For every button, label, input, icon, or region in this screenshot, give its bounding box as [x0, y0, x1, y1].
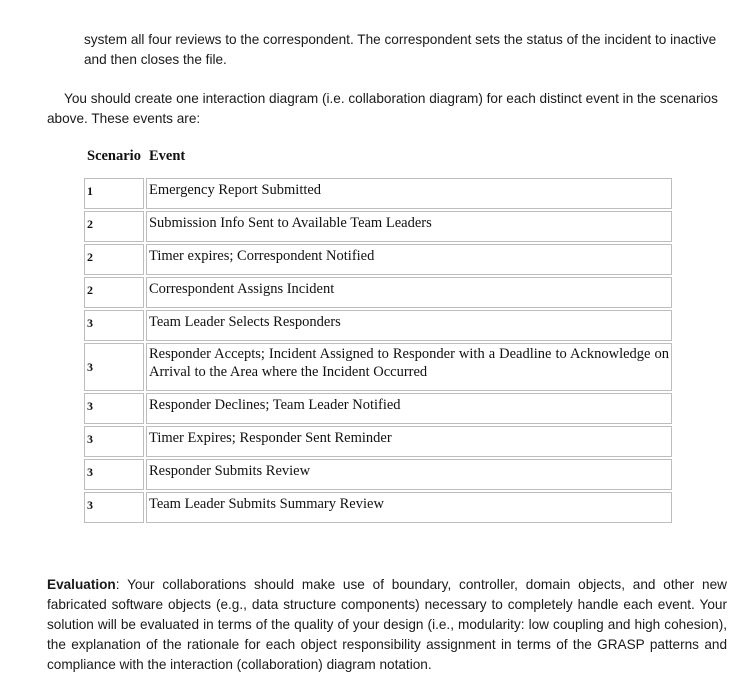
- table-row: [84, 393, 672, 424]
- scenario-cell: 3: [84, 310, 144, 341]
- table-row: [84, 492, 672, 523]
- event-cell: Timer Expires; Responder Sent Reminder: [146, 426, 672, 457]
- table-row: [84, 426, 672, 457]
- table-row: [84, 277, 672, 308]
- table-row: [84, 211, 672, 242]
- table-row: [84, 178, 672, 209]
- event-cell: Team Leader Submits Summary Review: [146, 492, 672, 523]
- table-row: [84, 343, 672, 391]
- scenario-cell: 3: [84, 459, 144, 490]
- scenario-cell: 3: [84, 492, 144, 523]
- events-table-container: [82, 143, 674, 548]
- events-table: [82, 143, 674, 525]
- event-cell: Responder Submits Review: [146, 459, 672, 490]
- evaluation-label: Evaluation: [47, 577, 116, 592]
- evaluation-paragraph: [47, 575, 727, 675]
- event-cell: Correspondent Assigns Incident: [146, 277, 672, 308]
- table-header-row: [84, 145, 672, 176]
- event-cell: Timer expires; Correspondent Notified: [146, 244, 672, 275]
- scenario-cell: 2: [84, 277, 144, 308]
- evaluation-text: : Your collaborations should make use of boundary, controller, domain objects, and other new fabricated software objects (e.g., data structure components) necessary to completely handle each event. Your solution will be evaluated in terms of the quality of your design (i.e., modularity: low coupling and high cohesion), the explanation of the rationale for each object responsibility assignment in terms of the GRASP patterns and compliance with the interaction (collaboration) diagram notation.: [47, 577, 727, 672]
- table-row: [84, 310, 672, 341]
- scenario-cell: 3: [84, 426, 144, 457]
- header-scenario: Scenario: [84, 145, 144, 176]
- scenario-cell: 1: [84, 178, 144, 209]
- intro-paragraph: system all four reviews to the correspondent. The correspondent sets the status of the incident to inactive and then closes the file.: [84, 32, 717, 67]
- event-cell: Emergency Report Submitted: [146, 178, 672, 209]
- event-cell: Team Leader Selects Responders: [146, 310, 672, 341]
- instruction-paragraph: You should create one interaction diagram (i.e. collaboration diagram) for each distinct event in the scenarios above. These events are:: [47, 91, 718, 126]
- scenario-cell: 3: [84, 393, 144, 424]
- scenario-cell: 3: [84, 343, 144, 391]
- table-row: [84, 244, 672, 275]
- event-cell: Responder Accepts; Incident Assigned to Responder with a Deadline to Acknowledge on Arrival to the Area where the Incident Occurred: [146, 343, 672, 391]
- event-cell: Submission Info Sent to Available Team Leaders: [146, 211, 672, 242]
- scenario-cell: 2: [84, 211, 144, 242]
- scenario-cell: 2: [84, 244, 144, 275]
- header-event: Event: [146, 145, 672, 176]
- table-row: [84, 459, 672, 490]
- event-cell: Responder Declines; Team Leader Notified: [146, 393, 672, 424]
